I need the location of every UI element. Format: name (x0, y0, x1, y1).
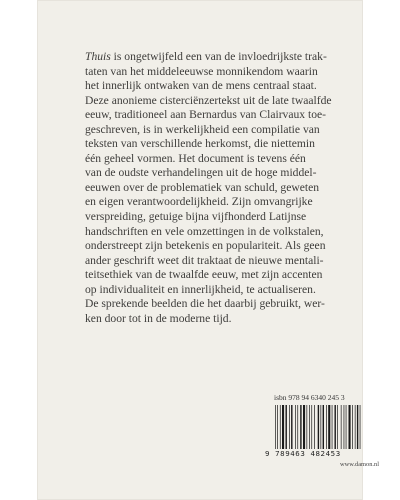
blurb-line: verspreiding, getuige bijna vijfhonderd Latijnse (85, 210, 307, 224)
blurb-line: het innerlijk ontwaken van de mens centraal staat. (85, 79, 317, 93)
back-cover (37, 0, 379, 500)
blurb-line: eeuwen over de problematiek van schuld, geweten (85, 180, 320, 194)
publisher-url: www.damon.nl (340, 461, 379, 468)
blurb-line: eeuw, traditioneel aan Bernardus van Clairvaux toe- (85, 108, 327, 122)
blurb-line: onderstreept zijn betekenis en populariteit. Als geen (85, 239, 326, 253)
barcode-number: 9 789463 482453 (265, 449, 341, 458)
blurb-line: van de oudste verhandelingen uit de hoge middel- (85, 166, 317, 180)
blurb-line: teitsethiek van de twaalfde eeuw, met zijn accenten (85, 268, 323, 282)
blurb-line: ken door tot in de moderne tijd. (85, 311, 232, 325)
blurb-line: ander geschrift weet dit traktaat de nieuwe mentali- (85, 253, 324, 267)
blurb-line: Thuis is ongetwijfeld een van de invloedrijkste trak- (85, 50, 327, 63)
blurb-line: handschriften en vele omzettingen in de volkstalen, (85, 224, 324, 238)
blurb-line: taten van het middeleeuwse monnikendom waarin (85, 64, 318, 78)
blurb-line: één geheel vormen. Het document is tevens één (85, 151, 306, 165)
blurb-line: en eigen verantwoordelijkheid. Zijn omvangrijke (85, 195, 313, 209)
isbn-label: isbn 978 94 6340 245 3 (274, 393, 345, 402)
blurb-line: op individualiteit en innerlijkheid, te actualiseren. (85, 282, 316, 296)
blurb-text (85, 50, 375, 326)
blurb-line: teksten van verschillende herkomst, die niettemin (85, 137, 315, 151)
barcode-icon (274, 405, 364, 449)
book-title: Thuis (85, 50, 111, 63)
blurb-line: geschreven, is in werkelijkheid een compilatie van (85, 122, 320, 136)
blurb-line: Deze anonieme cisterciënzertekst uit de late twaalfde (85, 93, 332, 107)
blurb-line: De sprekende beelden die het daarbij gebruikt, wer- (85, 297, 325, 311)
